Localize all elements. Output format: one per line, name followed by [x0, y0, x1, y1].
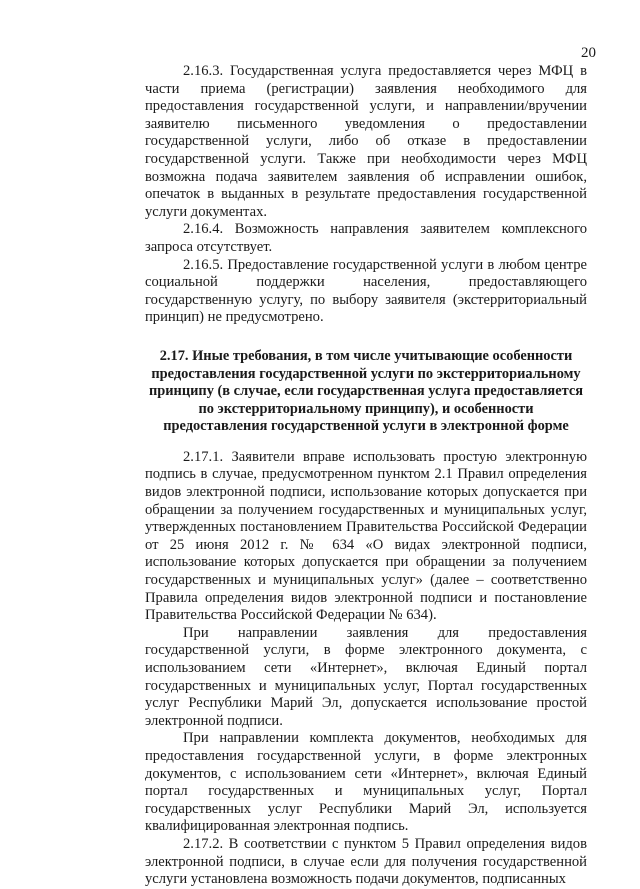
paragraph-2-16-4: 2.16.4. Возможность направления заявителем комплексного запроса отсутствует. [145, 221, 587, 255]
paragraph-2-16-3: 2.16.3. Государственная услуга предоставляется через МФЦ в части приема (регистрации) заявления необходимого для предоставления государственной услуги, и направлении/вручении заявителю письменного уведомления о предоставлении государственной услуги, либо об отказе в предоставлении государственной услуги. Также при необходимости через МФЦ возможна подача заявителем заявления об исправлении ошибок, опечаток в выданных в результате предоставления государственной услуги документах. [145, 63, 587, 220]
document-body [145, 63, 587, 889]
page-number: 20 [581, 45, 596, 61]
paragraph-simple-signature: При направлении заявления для предоставления государственной услуги, в форме электронного документа, с использованием сети «Интернет», включая Единый портал государственных и муниципальных услуг, Портал государственных услуг Республики Марий Эл, допускается использование простой электронной подписи. [145, 624, 587, 729]
paragraph-qualified-signature: При направлении комплекта документов, необходимых для предоставления государственной услуги, в форме электронных документов, с использованием сети «Интернет», включая Единый портал государственных и муниципальных услуг, Портал государственных услуг Республики Марий Эл, используется квалифицированная электронная подпись. [145, 730, 587, 835]
section-heading-2-17: 2.17. Иные требования, в том числе учитывающие особенности предоставления государственной услуги по экстерриториальному принципу (в случае, если государственная услуга предоставляется по экстерриториальному принципу), и особенности предоставления государственной услуги в электронной форме [148, 347, 584, 435]
paragraph-2-17-1: 2.17.1. Заявители вправе использовать простую электронную подпись в случае, предусмотренном пунктом 2.1 Правил определения видов электронной подписи, использование которых допускается при обращении за получением государственных и муниципальных услуг, утвержденных постановлением Правительства Российской Федерации от 25 июня 2012 г. № 634 «О видах электронной подписи, использование которых допускается при обращении за получением государственных и муниципальных услуг» (далее – соответственно Правила определения видов электронной подписи и постановление Правительства Российской Федерации № 634). [145, 448, 587, 624]
paragraph-2-16-5: 2.16.5. Предоставление государственной услуги в любом центре социальной поддержки населения, предоставляющего государственную услугу, по выбору заявителя (экстерриториальный принцип) не предусмотрено. [145, 256, 587, 326]
paragraph-2-17-2: 2.17.2. В соответствии с пунктом 5 Правил определения видов электронной подписи, в случае если для получения государственной услуги установлена возможность подачи документов, подписанных [145, 835, 587, 888]
